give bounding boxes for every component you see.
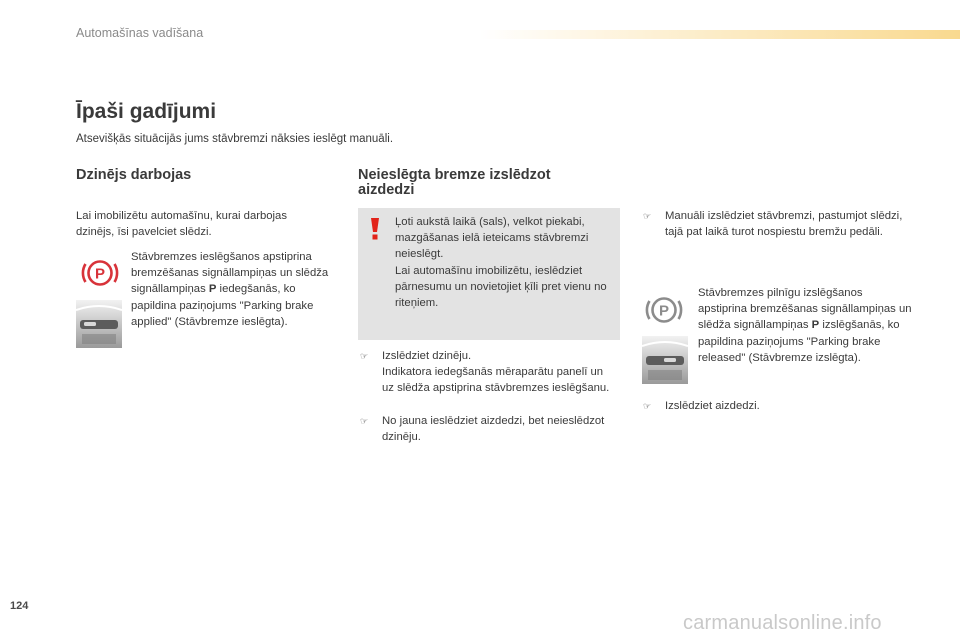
warning-text: Ļoti aukstā laikā (sals), velkot piekabi, mazgāšanas ielā ieteicams stāvbremzi neieslēgt. Lai automašīnu imobilizētu, ieslēdziet pārnesumu un novietojiet ķīli pret vienu no riteņiem.	[395, 216, 607, 310]
svg-text:P: P	[94, 265, 106, 283]
brake-applied-confirmation: Stāvbremzes ieslēgšanos apstiprina bremzēšanas signāllampiņas un slēdža signāllampiņas P iedegšanās, ko papildina paziņojums "Parking brake applied" (Stāvbremze ieslēgta).	[131, 251, 329, 328]
header-decoration-bar	[480, 30, 960, 39]
list-item: ☞ Manuāli izslēdziet stāvbremzi, pastumjot slēdzi, tajā pat laikā turot nospiestu bremžu pedāli.	[643, 210, 903, 239]
parking-brake-switch-image	[76, 300, 122, 353]
watermark: carmanualsonline.info	[683, 612, 882, 634]
list-item: ☞ Izslēdziet dzinēju. Indikatora iedegšanās mēraparātu panelī un uz slēdža apstiprina stāvbremzes ieslēgšanu.	[360, 350, 610, 395]
parking-brake-lamp-off-icon	[644, 294, 684, 331]
brake-released-confirmation: Stāvbremzes pilnīgu izslēgšanos apstiprina bremzēšanas signāllampiņas un slēdža signāllampiņas P izslēgšanās, ko papildina paziņojums "Parking brake released" (Stāvbremze izslēgta).	[698, 287, 912, 364]
running-header: Automašīnas vadīšana	[76, 26, 204, 40]
parking-brake-switch-image	[642, 336, 688, 389]
page-number: 124	[10, 600, 29, 612]
hand-bullet-icon: ☞	[360, 416, 369, 426]
section-heading-brake-not-applied: Neieslēgta bremze izslēdzot aizdedzi	[358, 167, 551, 198]
hand-bullet-icon: ☞	[360, 351, 369, 361]
page-title: Īpaši gadījumi	[76, 100, 217, 123]
list-item: ☞ No jauna ieslēdziet aizdedzi, bet neieslēdzot dzinēju.	[360, 415, 605, 444]
parking-brake-lamp-on-icon	[80, 257, 120, 294]
svg-text:P: P	[658, 302, 670, 320]
hand-bullet-icon: ☞	[643, 401, 652, 411]
intro-text: Atsevišķās situācijās jums stāvbremzi nāksies ieslēgt manuāli.	[76, 133, 394, 145]
section-heading-engine-running: Dzinējs darbojas	[76, 167, 192, 183]
list-item: ☞ Izslēdziet aizdedzi.	[643, 398, 913, 414]
hand-bullet-icon: ☞	[643, 211, 652, 221]
warning-exclamation-icon	[369, 218, 381, 240]
engine-running-text: Lai imobilizētu automašīnu, kurai darbojas dzinējs, īsi pavelciet slēdzi.	[76, 210, 287, 239]
